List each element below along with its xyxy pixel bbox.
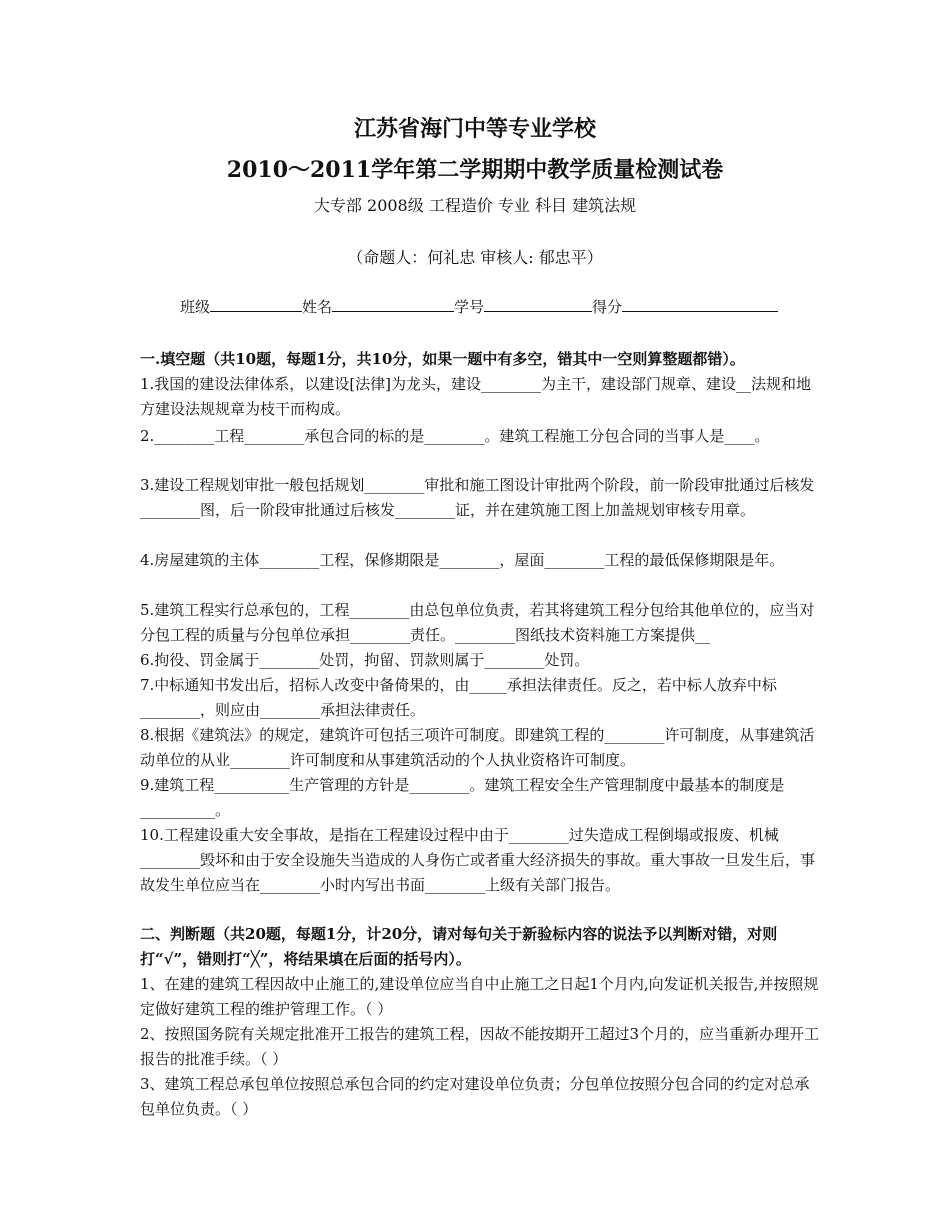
exam-title: 2010～2011学年第二学期期中教学质量检测试卷 (226, 157, 724, 183)
exam-authors: （命题人：何礼忠 审核人: 郁忠平） (347, 248, 603, 267)
section-2-title: 二、判断题（共20题，每题1分，计20分，请对每句关于新验标内容的说法予以判断对错，对则打“√”，错则打“╳”，将结果填在后面的括号内）。 (140, 925, 778, 968)
question-1-7: 7.中标通知书发出后，招标人改变中备倚果的，由_____承担法律责任。反之，若中标人放弃中标________，则应由________承担法律责任。 (140, 676, 777, 719)
question-1-4: 4.房屋建筑的主体________工程，保修期限是________，屋面________工程的最低保修期限是年。 (140, 551, 785, 569)
question-2-3: 3、建筑工程总承包单位按照总承包合同的约定对建设单位负责；分包单位按照分包合同的约定对总承包单位负责。（ ） (140, 1075, 810, 1118)
student-no-label: 学号 (454, 298, 485, 316)
question-1-8: 8.根据《建筑法》的规定，建筑许可包括三项许可制度。即建筑工程的________许可制度，从事建筑活动单位的从业________许可制度和从事建筑活动的个人执业资格许可制度。 (140, 726, 815, 769)
question-1-3: 3.建设工程规划审批一般包括规划________审批和施工图设计审批两个阶段，前一阶段审批通过后核发________图，后一阶段审批通过后核发________证，并在建筑施工图上加盖规划审核专用章。 (140, 476, 815, 519)
section-1-title: 一.填空题（共10题，每题1分，共10分，如果一题中有多空，错其中一空则算整题都错）。 (140, 350, 745, 368)
question-2-1: 1、在建的建筑工程因故中止施工的,建设单位应当自中止施工之日起1个月内,向发证机关报告,并按照规定做好建筑工程的维护管理工作。（ ） (140, 975, 819, 1018)
question-1-10: 10.工程建设重大安全事故，是指在工程建设过程中由于________过失造成工程倒塌或报废、机械________毁坏和由于安全设施失当造成的人身伤亡或者重大经济损失的事故。重大事故一旦发生后，事故发生单位应当在________小时内写出书面________上级有关部门报告。 (140, 826, 816, 894)
score-label: 得分 (592, 298, 623, 316)
exam-subtitle: 大专部 2008级 工程造价 专业 科目 建筑法规 (313, 196, 637, 215)
score-blank[interactable] (622, 296, 778, 312)
student-no-blank[interactable] (484, 296, 592, 312)
class-label: 班级 (180, 298, 211, 316)
school-title: 江苏省海门中等专业学校 (353, 116, 596, 142)
question-2-2: 2、按照国务院有关规定批准开工报告的建筑工程，因故不能按期开工超过3个月的，应当重新办理开工报告的批准手续。（ ） (140, 1025, 820, 1068)
question-1-5: 5.建筑工程实行总承包的，工程________由总包单位负责，若其将建筑工程分包给其他单位的，应当对分包工程的质量与分包单位承担________责任。________图纸技术资料施工方案提供__ (140, 601, 815, 644)
student-info-line (180, 296, 778, 317)
question-1-2: 2.________工程________承包合同的标的是________。建筑工程施工分包合同的当事人是____。 (140, 427, 770, 445)
name-blank[interactable] (332, 296, 454, 312)
class-blank[interactable] (210, 296, 302, 312)
name-label: 姓名 (302, 298, 333, 316)
question-1-1: 1.我国的建设法律体系，以建设[法律]为龙头，建设________为主干，建设部门规章、建设__法规和地方建设法规规章为枝干而构成。 (140, 375, 812, 418)
question-1-6: 6.拘役、罚金属于________处罚，拘留、罚款则属于________处罚。 (140, 651, 590, 669)
question-1-9: 9.建筑工程__________生产管理的方针是________。建筑工程安全生产管理制度中最基本的制度是__________。 (140, 776, 785, 819)
